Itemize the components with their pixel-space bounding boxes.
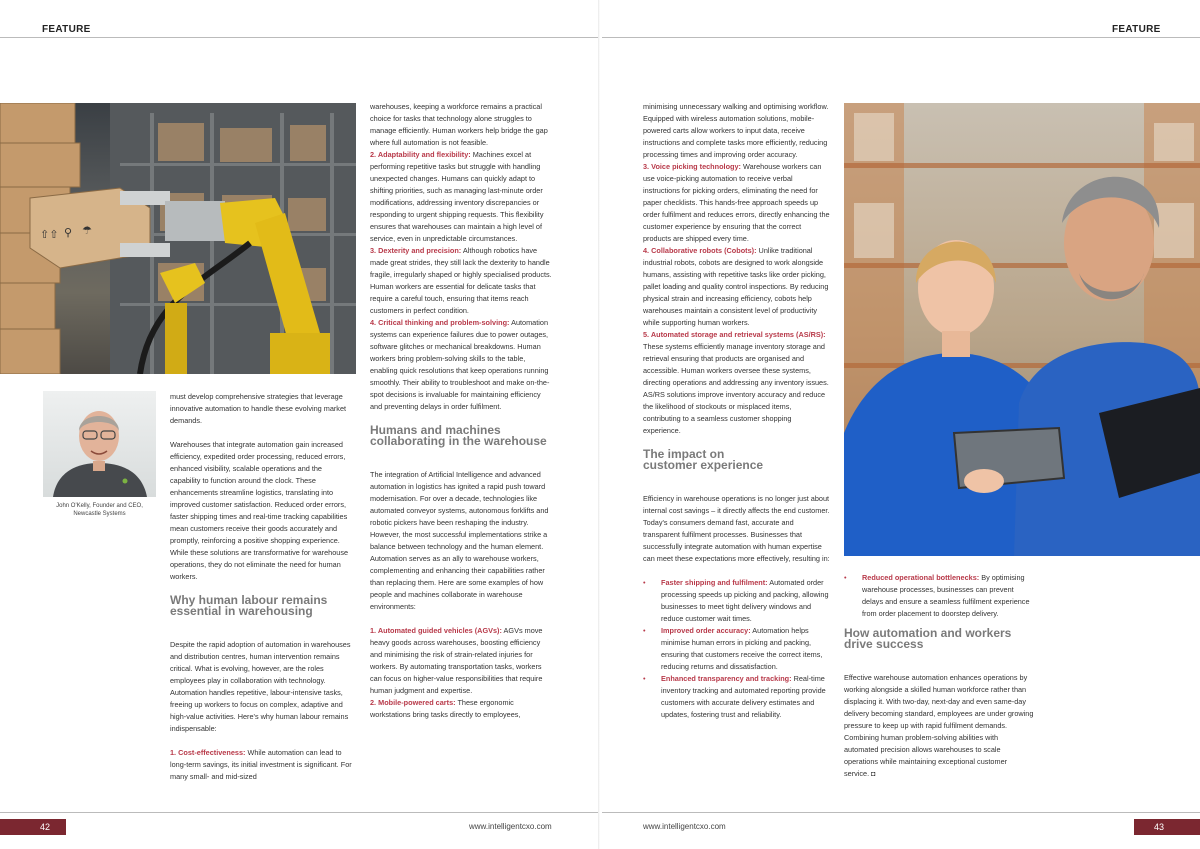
footer-divider (0, 812, 598, 813)
item-lead: 4. Collaborative robots (Cobots): (643, 246, 757, 255)
column-3 (643, 101, 831, 721)
page-number-tab: 42 (0, 819, 66, 835)
item-text: Automation systems can experience failures due to power outages, software glitches or mechanical breakdowns. Human workers bring problem-solving skills to the table, enabling quick resolutions that keep operations running smoothly. Their ability to troubleshoot and make on-the-spot decisions is invaluable for maintaining efficiency and preventing delays in order fulfilment. (370, 318, 550, 411)
item-lead: 1. Automated guided vehicles (AGVs): (370, 626, 502, 635)
paragraph (170, 747, 352, 783)
portrait-caption (43, 502, 156, 518)
bullet-item (643, 577, 831, 625)
paragraph (370, 245, 552, 317)
heading-line-1: The impact on (643, 447, 725, 461)
footer-url[interactable]: www.intelligentcxo.com (643, 822, 726, 831)
paragraph: warehouses, keeping a workforce remains a practical choice for tasks that technology alone struggles to manage efficiently. Human workers help bridge the gap where full automation is not feasible. (370, 102, 548, 147)
paragraph: must develop comprehensive strategies that leverage innovative automation to handle these evolving market demands. (170, 392, 347, 425)
this-side-up-icon: ⇧⇧ (40, 228, 59, 241)
column-2 (370, 101, 552, 733)
header-divider (0, 37, 598, 38)
heading-line-2: collaborating in the warehouse (370, 434, 547, 448)
paragraph (370, 317, 552, 413)
caption-line-1: John O'Kelly, Founder and CEO, (56, 503, 143, 509)
end-mark-icon: ◘ (871, 769, 876, 778)
heading-line-1: How automation and workers (844, 626, 1012, 640)
heading-line-1: Humans and machines (370, 423, 501, 437)
item-text: AGVs move heavy goods across warehouses, boosting efficiency and minimising the risk of strain-related injuries for workers. By automating transportation tasks, workers can focus on higher-value responsibilities that require human judgment and expertise. (370, 626, 543, 695)
item-text: Machines excel at performing repetitive tasks but struggle with handling unexpected changes. Humans can quickly adapt to shifting priorities, such as managing last-minute order modifications, addressing inventory discrepancies or responding to urgent shipping requests. This flexibility ensures that warehouses can maintain a high level of service, even in unpredictable circumstances. (370, 150, 544, 243)
footer-divider (602, 812, 1200, 813)
item-text: Warehouse workers can use voice-picking automation to receive verbal instructions for picking orders, eliminating the need for paper checklists. This hands-free approach speeds up order fulfilment and reduces errors, directly enhancing the customer experience by ensuring that the correct products are shipped every time. (643, 162, 830, 243)
item-lead: 4. Critical thinking and problem-solving: (370, 318, 510, 327)
workers-tablet-photo (844, 103, 1200, 556)
item-lead: 5. Automated storage and retrieval systems (AS/RS): (643, 330, 826, 339)
item-lead: 2. Mobile-powered carts: (370, 698, 456, 707)
heading-line-1: Why human labour remains (170, 593, 328, 607)
item-lead: Improved order accuracy: (661, 626, 751, 635)
umbrella-icon: ☂ (82, 224, 92, 237)
item-text: Automated order processing speeds up picking and packing, allowing businesses to meet tight delivery windows and reduce customer wait times. (661, 578, 829, 623)
section-heading (170, 595, 352, 617)
paragraph (370, 625, 552, 697)
item-lead: 3. Voice picking technology: (643, 162, 741, 171)
portrait-photo (43, 391, 156, 497)
column-1 (170, 391, 352, 795)
paragraph (370, 149, 552, 245)
item-text: Although robotics have made great strides, they still lack the dexterity to handle fragile, irregularly shaped or highly specialised products. Human workers are essential for delicate tasks that require a careful touch, ensuring that items reach customers in perfect condition. (370, 246, 552, 315)
item-text: Real-time inventory tracking and automated reporting provide customers with accurate delivery estimates and updates, fostering trust and reliability. (661, 674, 826, 719)
footer-url[interactable]: www.intelligentcxo.com (469, 822, 552, 831)
item-text: These systems efficiently manage inventory storage and retrieval ensuring that products are organised and accessible. Human workers oversee these systems, directing operations and addressing any inventory issues. AS/RS solutions improve inventory accuracy and reduce the likelihood of stockouts or misplaced items, contributing to a seamless customer shopping experience. (643, 342, 829, 435)
right-page (600, 0, 1200, 849)
paragraph: Warehouses that integrate automation gain increased efficiency, expedited order processing, reduced errors, enhanced visibility, scalable operations and the capability to function around the clock. These enhancements streamline logistics, translating into improved customer satisfaction. Reduced order errors, faster shipping times and real-time tracking capabilities mean customers receive their goods accurately and promptly, reinforcing a positive shopping experience. While these solutions are transformative for warehouse operations, they do not eliminate the need for human workers. (170, 440, 349, 581)
bullet-item (844, 572, 1034, 620)
section-label: FEATURE (1112, 24, 1161, 35)
item-text: These ergonomic workstations bring tasks directly to employees, (370, 698, 521, 719)
bullet-item (643, 673, 831, 721)
paragraph-text: Effective warehouse automation enhances operations by working alongside a skilled human workforce rather than displacing it. With two-day, next-day and even same-day delivery becoming standard, employees are under growing pressure to keep up with rapid fulfilment demands. Combining human problem-solving abilities with automated precision allows warehouses to scale operations while maintaining exceptional customer service. (844, 673, 1034, 778)
robot-arm-photo (0, 103, 356, 374)
paragraph (844, 672, 1034, 780)
item-lead: Reduced operational bottlenecks: (862, 573, 980, 582)
section-label: FEATURE (42, 24, 91, 35)
paragraph (643, 329, 831, 437)
item-text: By optimising warehouse processes, businesses can prevent delays and ensure a seamless fulfilment experience from order placement to doorstep delivery. (862, 573, 1030, 618)
section-heading (370, 425, 552, 447)
paragraph (643, 161, 831, 245)
item-text: Unlike traditional industrial robots, cobots are designed to work alongside humans, assisting with repetitive tasks like order picking, pallet loading and quality control inspections. By reducing physical strain and increasing efficiency, cobots help warehouses maintain a consistent level of productivity while supporting human workers. (643, 246, 829, 327)
header-divider (602, 37, 1200, 38)
fragile-icon: ⚲ (64, 226, 73, 239)
heading-line-2: essential in warehousing (170, 604, 313, 618)
item-lead: 1. Cost-effectiveness: (170, 748, 246, 757)
column-4 (844, 572, 1034, 792)
heading-line-2: customer experience (643, 458, 764, 472)
item-text: Automation helps minimise human errors in picking and packing, ensuring that customers receive the correct items, reducing returns and dissatisfaction. (661, 626, 823, 671)
caption-line-2: Newcastle Systems (73, 511, 126, 517)
heading-line-2: drive success (844, 637, 924, 651)
item-lead: Faster shipping and fulfilment: (661, 578, 768, 587)
item-text: While automation can lead to long-term savings, its initial investment is significant. For many small- and mid-sized (170, 748, 352, 781)
page-number-tab: 43 (1134, 819, 1200, 835)
paragraph: Despite the rapid adoption of automation in warehouses and distribution centres, human intervention remains critical. What is evolving, however, are the roles employees play in collaboration with technology. Automation handles repetitive, labour-intensive tasks, freeing up workers to focus on complex, adaptive and high-value activities. Here's why human labour remains indispensable: (170, 640, 351, 733)
paragraph: The integration of Artificial Intelligence and advanced automation in logistics has ignited a rapid push toward modernisation. For over a decade, technologies like automated conveyor systems, autonomous forklifts and robotic pickers have been reshaping the industry. However, the most successful implementations strike a balance between technology and the human element. Automation serves as an ally to warehouse workers, complementing and enhancing their capabilities rather than replacing them. Here are some examples of how people and machines collaborate in warehouse environments: (370, 470, 549, 611)
item-lead: 2. Adaptability and flexibility: (370, 150, 471, 159)
item-lead: 3. Dexterity and precision: (370, 246, 462, 255)
item-lead: Enhanced transparency and tracking: (661, 674, 792, 683)
paragraph (370, 697, 552, 721)
paragraph: Efficiency in warehouse operations is no longer just about internal cost savings – it directly affects the end customer. Today's consumers demand fast, accurate and transparent fulfilment processes. Businesses that successfully integrate automation with human expertise can meet these expectations more effectively, resulting in: (643, 494, 830, 563)
section-heading (844, 628, 1034, 650)
paragraph (643, 245, 831, 329)
paragraph: minimising unnecessary walking and optimising workflow. Equipped with wireless automation solutions, mobile-powered carts allow workers to input data, receive instructions and complete tasks more efficiently, reducing processing times and improving order accuracy. (643, 102, 829, 159)
bullet-item (643, 625, 831, 673)
section-heading (643, 449, 831, 471)
